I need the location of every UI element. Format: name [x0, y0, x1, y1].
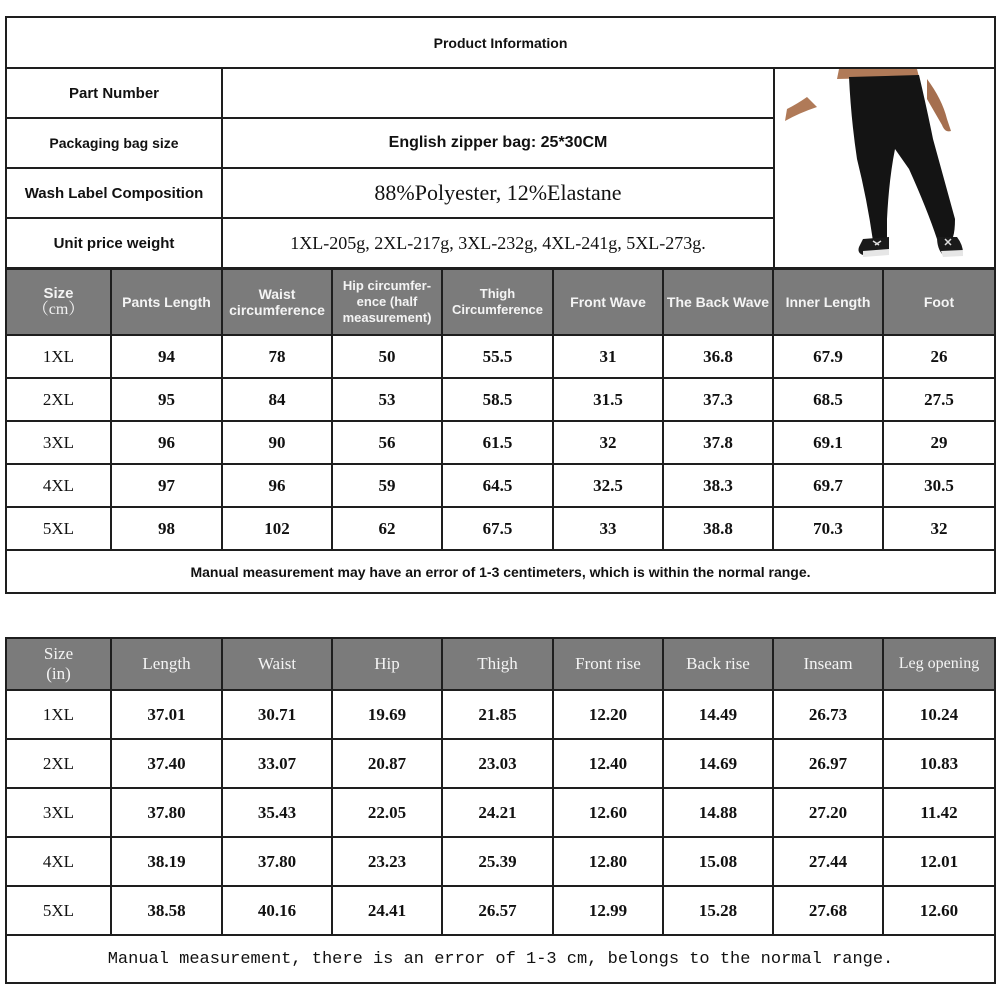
value-cell: 36.8 — [663, 335, 773, 378]
in-header-inseam: Inseam — [773, 638, 883, 690]
value-cell: 14.88 — [663, 788, 773, 837]
value-cell: 27.20 — [773, 788, 883, 837]
value-cell: 37.40 — [111, 739, 222, 788]
value-cell: 31 — [553, 335, 663, 378]
table-row — [6, 378, 995, 421]
table-row — [6, 335, 995, 378]
product-photo-pants — [777, 69, 993, 267]
value-cell: 70.3 — [773, 507, 883, 550]
value-cell: 78 — [222, 335, 332, 378]
in-header-length: Length — [111, 638, 222, 690]
wash-label-value: 88%Polyester, 12%Elastane — [222, 168, 774, 218]
value-cell: 68.5 — [773, 378, 883, 421]
value-cell: 24.21 — [442, 788, 553, 837]
value-cell: 19.69 — [332, 690, 442, 739]
value-cell: 33.07 — [222, 739, 332, 788]
table-row — [6, 886, 995, 935]
value-cell: 96 — [222, 464, 332, 507]
value-cell: 84 — [222, 378, 332, 421]
product-info-title: Product Information — [6, 17, 995, 68]
value-cell: 37.80 — [111, 788, 222, 837]
value-cell: 23.03 — [442, 739, 553, 788]
value-cell: 30.71 — [222, 690, 332, 739]
cm-header-front-wave: Front Wave — [553, 269, 663, 335]
value-cell: 32 — [553, 421, 663, 464]
size-cell: 4XL — [6, 837, 111, 886]
value-cell: 67.9 — [773, 335, 883, 378]
value-cell: 15.28 — [663, 886, 773, 935]
in-header-size-unit: (in) — [46, 664, 71, 683]
value-cell: 55.5 — [442, 335, 553, 378]
value-cell: 27.44 — [773, 837, 883, 886]
value-cell: 37.8 — [663, 421, 773, 464]
table-row — [6, 837, 995, 886]
size-chart-inches — [5, 637, 996, 984]
value-cell: 97 — [111, 464, 222, 507]
part-number-value — [222, 68, 774, 118]
value-cell: 26 — [883, 335, 995, 378]
in-header-leg-opening: Leg opening — [883, 638, 995, 690]
product-image-cell — [774, 68, 995, 268]
value-cell: 12.99 — [553, 886, 663, 935]
value-cell: 25.39 — [442, 837, 553, 886]
value-cell: 22.05 — [332, 788, 442, 837]
in-header-hip: Hip — [332, 638, 442, 690]
in-header-thigh: Thigh — [442, 638, 553, 690]
cm-header-hip: Hip circumfer-ence (half measurement) — [332, 269, 442, 335]
in-header-front-rise: Front rise — [553, 638, 663, 690]
value-cell: 64.5 — [442, 464, 553, 507]
value-cell: 12.01 — [883, 837, 995, 886]
value-cell: 20.87 — [332, 739, 442, 788]
in-header-size-label: Size — [43, 644, 74, 663]
value-cell: 12.20 — [553, 690, 663, 739]
in-header-waist: Waist — [222, 638, 332, 690]
value-cell: 38.3 — [663, 464, 773, 507]
value-cell: 27.68 — [773, 886, 883, 935]
value-cell: 67.5 — [442, 507, 553, 550]
table-row — [6, 788, 995, 837]
value-cell: 30.5 — [883, 464, 995, 507]
unit-weight-value: 1XL-205g, 2XL-217g, 3XL-232g, 4XL-241g, 5XL-273g. — [222, 218, 774, 268]
cm-header-waist: Waist circumference — [222, 269, 332, 335]
value-cell: 50 — [332, 335, 442, 378]
value-cell: 38.8 — [663, 507, 773, 550]
cm-header-foot: Foot — [883, 269, 995, 335]
value-cell: 10.24 — [883, 690, 995, 739]
value-cell: 38.19 — [111, 837, 222, 886]
value-cell: 12.60 — [553, 788, 663, 837]
value-cell: 38.58 — [111, 886, 222, 935]
packaging-bag-label: Packaging bag size — [6, 118, 222, 168]
table-row — [6, 690, 995, 739]
size-cell: 3XL — [6, 788, 111, 837]
value-cell: 26.73 — [773, 690, 883, 739]
value-cell: 23.23 — [332, 837, 442, 886]
value-cell: 14.49 — [663, 690, 773, 739]
size-cell: 3XL — [6, 421, 111, 464]
value-cell: 94 — [111, 335, 222, 378]
value-cell: 90 — [222, 421, 332, 464]
size-cell: 4XL — [6, 464, 111, 507]
unit-weight-label: Unit price weight — [6, 218, 222, 268]
value-cell: 11.42 — [883, 788, 995, 837]
value-cell: 12.60 — [883, 886, 995, 935]
value-cell: 26.97 — [773, 739, 883, 788]
value-cell: 24.41 — [332, 886, 442, 935]
value-cell: 32 — [883, 507, 995, 550]
part-number-label: Part Number — [6, 68, 222, 118]
table-row — [6, 507, 995, 550]
table-row — [6, 464, 995, 507]
in-header-back-rise: Back rise — [663, 638, 773, 690]
size-cell: 2XL — [6, 378, 111, 421]
value-cell: 69.7 — [773, 464, 883, 507]
table-row — [6, 421, 995, 464]
cm-measurement-note: Manual measurement may have an error of 1-3 centimeters, which is within the normal range. — [6, 550, 995, 593]
value-cell: 14.69 — [663, 739, 773, 788]
value-cell: 27.5 — [883, 378, 995, 421]
value-cell: 62 — [332, 507, 442, 550]
size-cell: 5XL — [6, 507, 111, 550]
value-cell: 98 — [111, 507, 222, 550]
wash-label-label: Wash Label Composition — [6, 168, 222, 218]
cm-header-row — [6, 269, 995, 335]
value-cell: 35.43 — [222, 788, 332, 837]
product-info-table — [5, 16, 996, 269]
value-cell: 59 — [332, 464, 442, 507]
cm-header-thigh: Thigh Circumference — [442, 269, 553, 335]
inch-measurement-note: Manual measurement, there is an error of 1-3 cm, belongs to the normal range. — [6, 935, 995, 983]
value-cell: 31.5 — [553, 378, 663, 421]
value-cell: 12.80 — [553, 837, 663, 886]
in-header-size — [6, 638, 111, 690]
cm-header-inner-length: Inner Length — [773, 269, 883, 335]
value-cell: 15.08 — [663, 837, 773, 886]
size-cell: 2XL — [6, 739, 111, 788]
value-cell: 26.57 — [442, 886, 553, 935]
packaging-bag-value: English zipper bag: 25*30CM — [222, 118, 774, 168]
value-cell: 12.40 — [553, 739, 663, 788]
cm-header-pants-length: Pants Length — [111, 269, 222, 335]
size-chart-cm — [5, 268, 996, 594]
value-cell: 29 — [883, 421, 995, 464]
size-cell: 5XL — [6, 886, 111, 935]
value-cell: 37.3 — [663, 378, 773, 421]
value-cell: 53 — [332, 378, 442, 421]
cm-header-size-label: Size — [43, 285, 74, 302]
value-cell: 69.1 — [773, 421, 883, 464]
cm-header-size-unit: （cm） — [32, 301, 85, 318]
in-header-row — [6, 638, 995, 690]
value-cell: 96 — [111, 421, 222, 464]
value-cell: 61.5 — [442, 421, 553, 464]
value-cell: 56 — [332, 421, 442, 464]
value-cell: 33 — [553, 507, 663, 550]
value-cell: 32.5 — [553, 464, 663, 507]
value-cell: 37.01 — [111, 690, 222, 739]
value-cell: 58.5 — [442, 378, 553, 421]
value-cell: 21.85 — [442, 690, 553, 739]
value-cell: 40.16 — [222, 886, 332, 935]
value-cell: 10.83 — [883, 739, 995, 788]
size-cell: 1XL — [6, 335, 111, 378]
value-cell: 102 — [222, 507, 332, 550]
cm-header-size — [6, 269, 111, 335]
cm-header-back-wave: The Back Wave — [663, 269, 773, 335]
table-row — [6, 739, 995, 788]
value-cell: 95 — [111, 378, 222, 421]
value-cell: 37.80 — [222, 837, 332, 886]
size-cell: 1XL — [6, 690, 111, 739]
